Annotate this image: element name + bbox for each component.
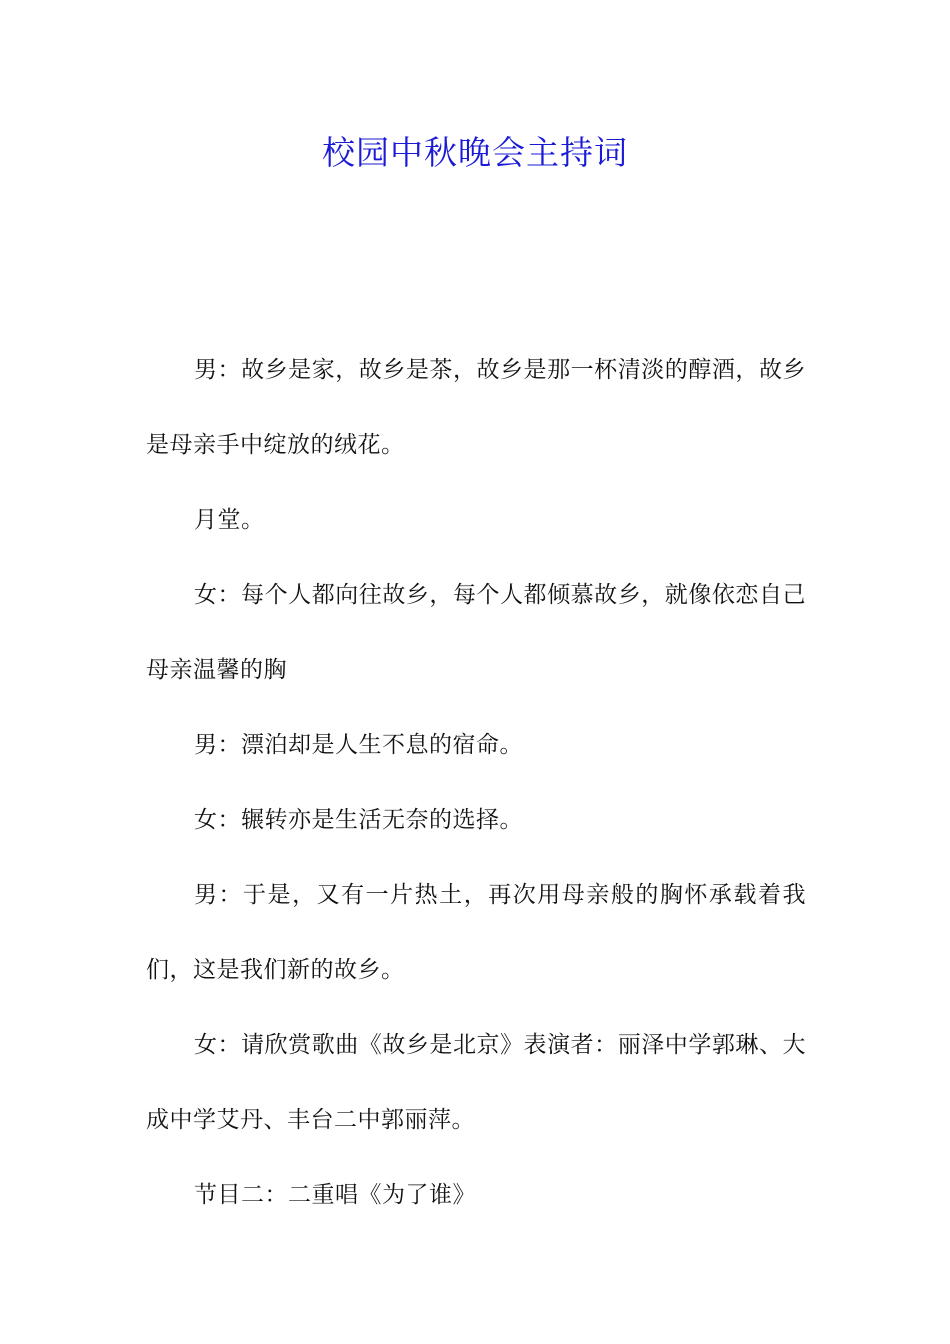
paragraph-5: 女：辗转亦是生活无奈的选择。 [194,807,523,833]
document-body [146,333,806,1233]
paragraph-7: 女：请欣赏歌曲《故乡是北京》表演者：丽泽中学郭琳、大成中学艾丹、丰台二中郭丽萍。 [146,1032,806,1133]
paragraph-3: 女：每个人都向往故乡，每个人都倾慕故乡，就像依恋自己母亲温馨的胸 [146,582,806,683]
document-title: 校园中秋晚会主持词 [322,133,628,172]
paragraph-4: 男：漂泊却是人生不息的宿命。 [194,732,523,758]
paragraph-6: 男：于是，又有一片热土，再次用母亲般的胸怀承载着我们，这是我们新的故乡。 [146,882,806,983]
paragraph-8: 节目二：二重唱《为了谁》 [194,1182,476,1208]
paragraph-2: 月堂。 [194,507,265,533]
paragraph-1: 男：故乡是家，故乡是茶，故乡是那一杯清淡的醇酒，故乡是母亲手中绽放的绒花。 [146,357,806,458]
